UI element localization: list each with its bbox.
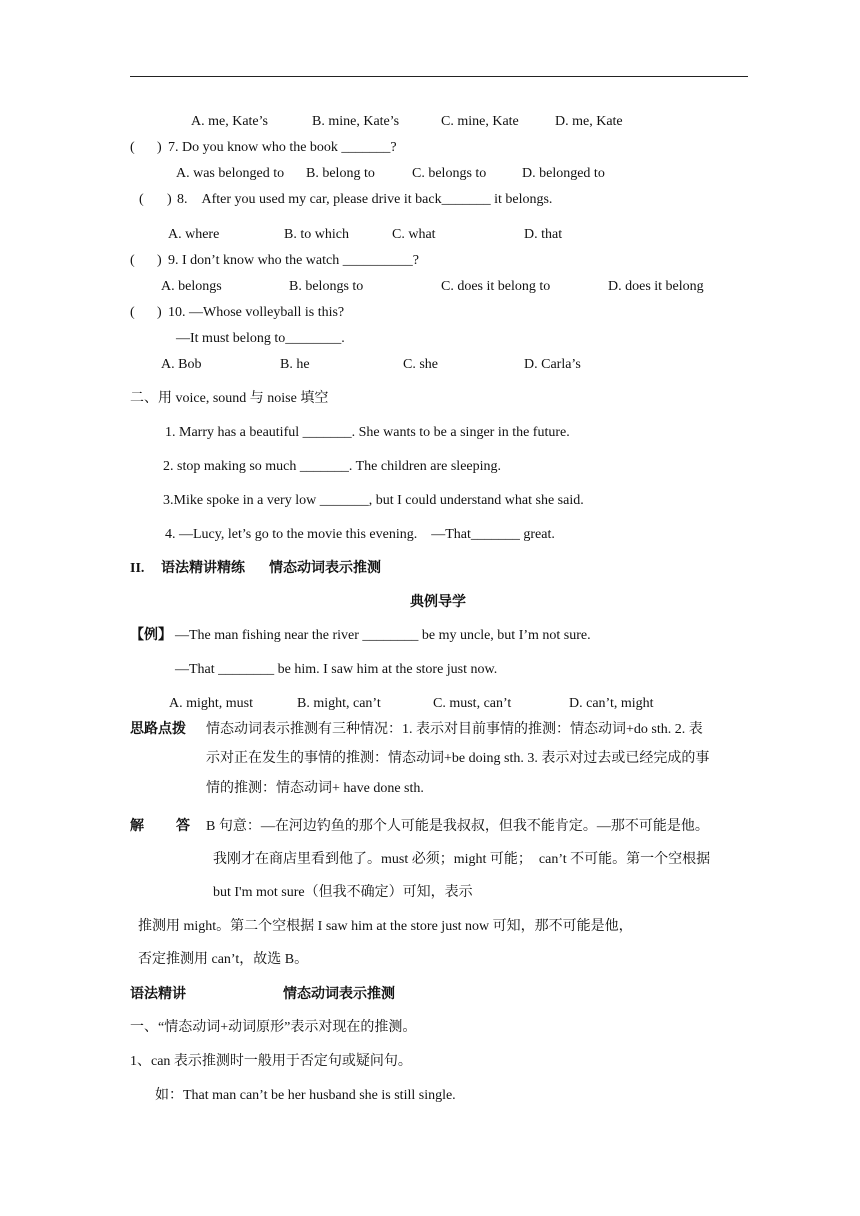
q7-option-c: C. belongs to xyxy=(412,166,487,181)
section2-item-3: 3.Mike spoke in a very low _______, but I could understand what she said. xyxy=(163,493,584,508)
q9-option-c: C. does it belong to xyxy=(441,279,551,294)
q7-open-paren: ( xyxy=(130,140,135,155)
q8-close-paren: ) xyxy=(167,192,172,207)
q10-close-paren: ) xyxy=(157,305,162,320)
q6-option-c: C. mine, Kate xyxy=(441,114,519,129)
q6-option-a: A. me, Kate’s xyxy=(191,114,268,129)
header-rule xyxy=(130,76,748,77)
example-title: 典例导学 xyxy=(410,595,466,610)
example-option-a: A. might, must xyxy=(169,696,254,711)
q10-option-b: B. he xyxy=(280,357,310,372)
q8-option-c: C. what xyxy=(392,227,436,242)
q7-option-b: B. belong to xyxy=(306,166,375,181)
example-line-1: —The man fishing near the river ________ be my uncle, but I’m not sure. xyxy=(175,628,591,643)
q9-close-paren: ) xyxy=(157,253,162,268)
answer-line-2: 我刚才在商店里看到他了。must 必须；might 可能； can’t 不可能。第一个空根据 xyxy=(213,852,711,867)
section2-title: 二、用 voice, sound 与 noise 填空 xyxy=(130,391,329,406)
q7-close-paren: ) xyxy=(157,140,162,155)
point-1: 一、“情态动词+动词原形”表示对现在的推测。 xyxy=(130,1020,417,1035)
q8-option-a: A. where xyxy=(168,227,220,242)
q9-option-a: A. belongs xyxy=(161,279,222,294)
q6-option-b: B. mine, Kate’s xyxy=(312,114,400,129)
q9-option-d: D. does it belong xyxy=(608,279,704,294)
q9-open-paren: ( xyxy=(130,253,135,268)
grammar-heading-a: 语法精讲精练 xyxy=(161,561,245,576)
example-option-d: D. can’t, might xyxy=(569,696,654,711)
q10-stem: 10. —Whose volleyball is this? xyxy=(168,305,345,320)
q10-option-a: A. Bob xyxy=(161,357,202,372)
point-1-1-example: 如：That man can’t be her husband she is still single. xyxy=(155,1088,456,1103)
hint-label: 思路点拨 xyxy=(130,722,186,737)
point-1-1: 1、can 表示推测时一般用于否定句或疑问句。 xyxy=(130,1054,412,1069)
answer-label-2: 答 xyxy=(176,819,190,834)
example-option-b: B. might, can’t xyxy=(297,696,381,711)
q7-option-d: D. belonged to xyxy=(522,166,605,181)
lecture-heading-a: 语法精讲 xyxy=(130,987,186,1002)
grammar-heading-b: 情态动词表示推测 xyxy=(269,561,381,576)
section2-item-2: 2. stop making so much _______. The children are sleeping. xyxy=(163,459,502,474)
q10-open-paren: ( xyxy=(130,305,135,320)
q7-stem: 7. Do you know who the book _______? xyxy=(168,140,397,155)
example-line-2: —That ________ be him. I saw him at the store just now. xyxy=(175,662,498,677)
q7-option-a: A. was belonged to xyxy=(176,166,285,181)
section2-item-1: 1. Marry has a beautiful _______. She wants to be a singer in the future. xyxy=(165,425,570,440)
q9-stem: 9. I don’t know who the watch __________? xyxy=(168,253,419,268)
q9-option-b: B. belongs to xyxy=(289,279,364,294)
q8-option-d: D. that xyxy=(524,227,563,242)
answer-line-4: 推测用 might。第二个空根据 I saw him at the store just now 可知，那不可能是他， xyxy=(138,919,633,934)
answer-line-3: but I'm mot sure（但我不确定）可知，表示 xyxy=(213,885,473,900)
q10-option-d: D. Carla’s xyxy=(524,357,581,372)
answer-line-5: 否定推测用 can’t，故选 B。 xyxy=(138,952,309,967)
section2-item-4: 4. —Lucy, let’s go to the movie this evening. —That_______ great. xyxy=(165,527,555,542)
hint-line-2: 示对正在发生的事情的推测：情态动词+be doing sth. 3. 表示对过去或已经完成的事 xyxy=(206,751,710,766)
q8-option-b: B. to which xyxy=(284,227,349,242)
q8-open-paren: ( xyxy=(139,192,144,207)
q10-stem-reply: —It must belong to________. xyxy=(176,331,345,346)
example-option-c: C. must, can’t xyxy=(433,696,512,711)
q8-stem: 8. After you used my car, please drive it back_______ it belongs. xyxy=(177,192,553,207)
lecture-heading-b: 情态动词表示推测 xyxy=(283,987,395,1002)
hint-line-3: 情的推测：情态动词+ have done sth. xyxy=(206,781,424,796)
q6-option-d: D. me, Kate xyxy=(555,114,623,129)
hint-line-1: 情态动词表示推测有三种情况：1. 表示对目前事情的推测：情态动词+do sth. 2. 表 xyxy=(206,722,703,737)
example-tag: 【例】 xyxy=(130,628,172,643)
q10-option-c: C. she xyxy=(403,357,438,372)
answer-line-1: B 句意：—在河边钓鱼的那个人可能是我叔叔，但我不能肯定。—那不可能是他。 xyxy=(206,819,709,834)
answer-label-1: 解 xyxy=(130,819,144,834)
grammar-heading-number: II. xyxy=(130,561,145,576)
